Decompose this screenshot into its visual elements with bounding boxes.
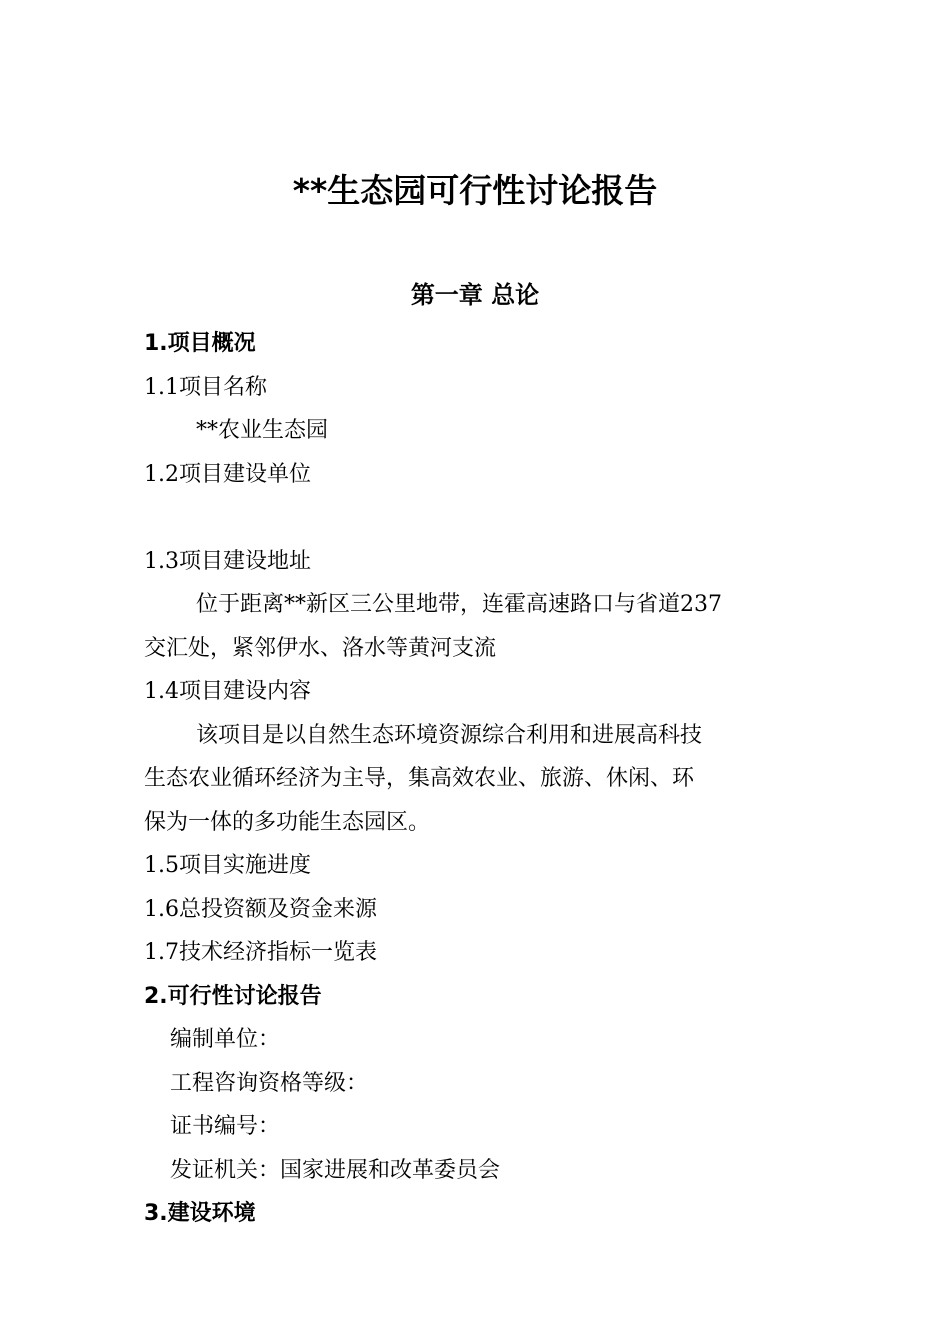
project-address-line-1: 位于距离**新区三公里地带，连霍高速路口与省道237 bbox=[196, 592, 722, 617]
chapter-title: 第一章 总论 bbox=[410, 281, 540, 309]
project-name-value: **农业生态园 bbox=[196, 418, 329, 443]
subsection-label-1-1: 1.1项目名称 bbox=[144, 374, 267, 400]
subsection-label-1-4: 1.4项目建设内容 bbox=[144, 679, 311, 704]
project-address-line-2: 交汇处，紧邻伊水、洛水等黄河支流 bbox=[144, 635, 497, 661]
project-content-line-3: 保为一体的多功能生态园区。 bbox=[144, 809, 431, 835]
compiler-unit-label: 编制单位： bbox=[170, 1027, 281, 1052]
subsection-label-1-7: 1.7技术经济指标一览表 bbox=[144, 940, 377, 965]
issuing-authority-label: 发证机关：国家进展和改革委员会 bbox=[170, 1157, 501, 1183]
section-heading-2: 2.可行性讨论报告 bbox=[144, 983, 322, 1009]
document-body bbox=[144, 322, 810, 1236]
project-content-line-2: 生态农业循环经济为主导，集高效农业、旅游、休闲、环 bbox=[144, 766, 695, 791]
document-title: **生态园可行性讨论报告 bbox=[292, 171, 658, 210]
blank-line bbox=[144, 496, 810, 540]
certificate-number-label: 证书编号： bbox=[170, 1114, 281, 1139]
project-content-line-1: 该项目是以自然生态环境资源综合利用和进展高科技 bbox=[196, 722, 703, 748]
qualification-level-label: 工程咨询资格等级： bbox=[170, 1070, 369, 1096]
subsection-label-1-6: 1.6总投资额及资金来源 bbox=[144, 896, 377, 922]
subsection-label-1-5: 1.5项目实施进度 bbox=[144, 853, 311, 878]
section-heading-1: 1.项目概况 bbox=[144, 331, 256, 356]
subsection-label-1-3: 1.3项目建设地址 bbox=[144, 548, 311, 574]
subsection-label-1-2: 1.2项目建设单位 bbox=[144, 461, 311, 487]
section-heading-3: 3.建设环境 bbox=[144, 1201, 256, 1226]
